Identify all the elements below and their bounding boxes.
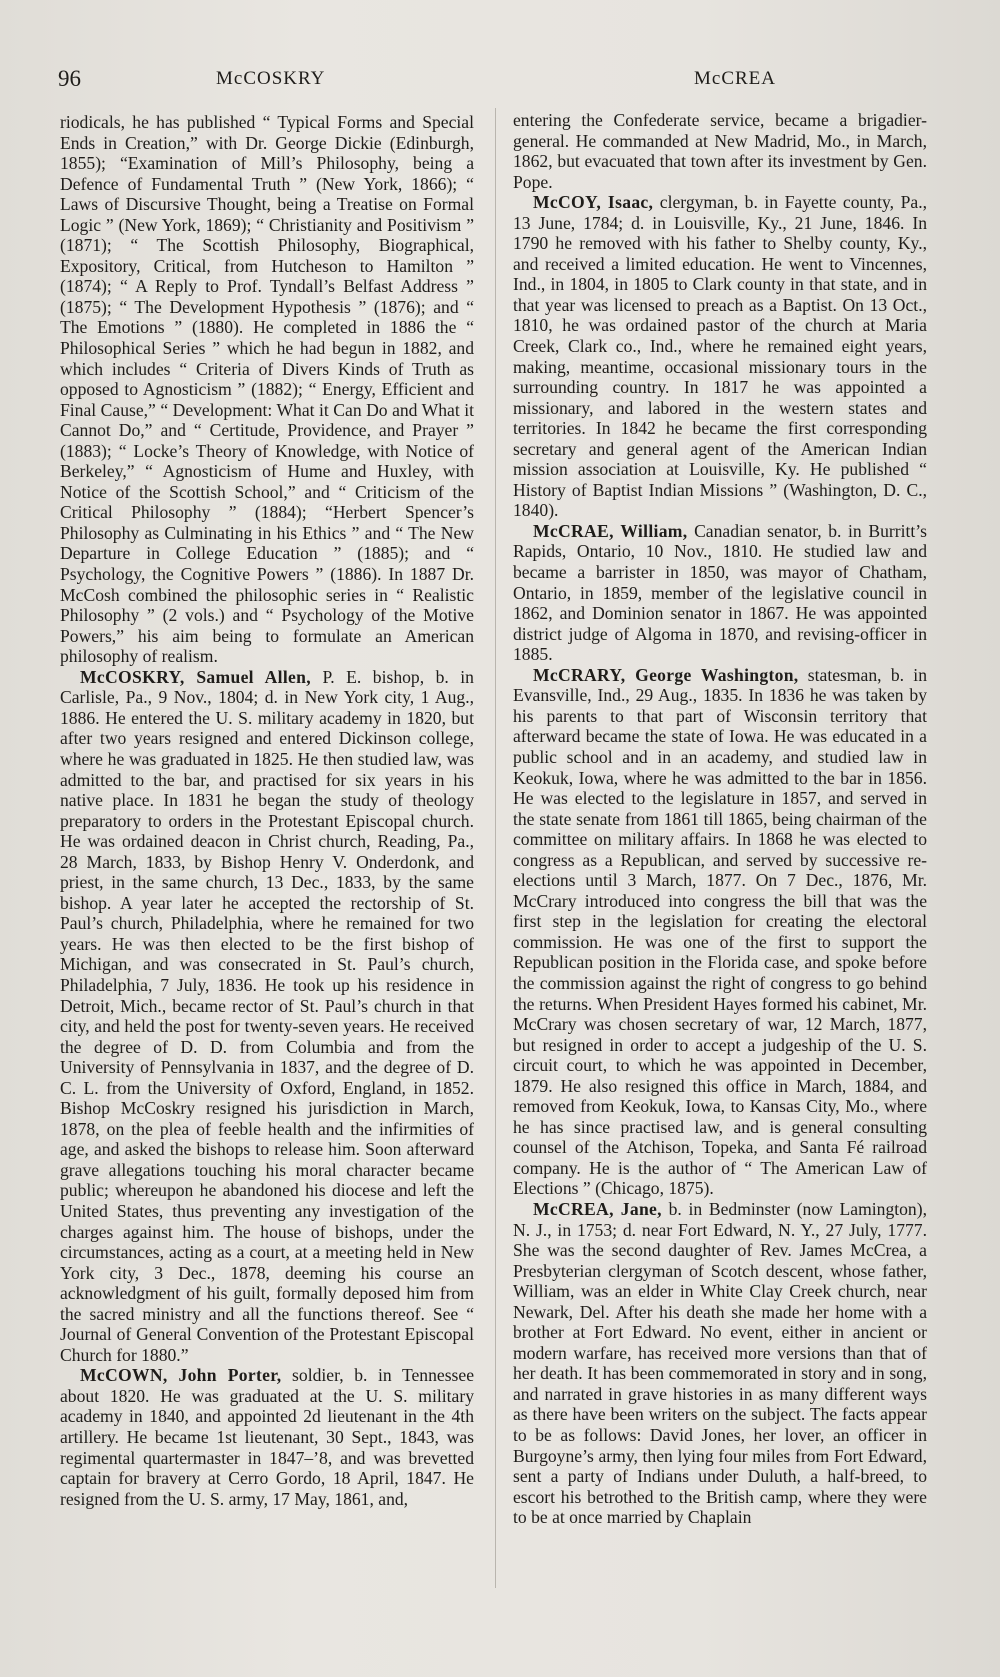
left-column [60,112,474,1509]
right-column [513,110,927,1528]
continued-paragraph: entering the Confederate service, became a brigadier-general. He commanded at New Madrid, Mo., in March, 1862, but evacuated that town after its investment by Gen. Pope. [513,110,927,192]
entry-mccoy [513,192,927,521]
entry-name: McCOY, Isaac, [533,192,654,213]
entry-text: Canadian senator, b. in Burritt’s Rapids, Ontario, 10 Nov., 1810. He studied law and became a barrister in 1850, was mayor of Chatham, Ontario, in 1859, member of the legislative council in 1862, and Dominion senator in 1867. He was appointed district judge of Algoma in 1870, and revising-officer in 1885. [513,520,927,665]
right-running-head: McCREA [694,68,776,89]
entry-text: soldier, b. in Tennessee about 1820. He was graduated at the U. S. military academy in 1840, and appointed 2d lieutenant in the 4th artillery. He became 1st lieutenant, 30 Sept., 1843, was regimental quartermaster in 1847–’8, and was brevetted captain for bravery at Cerro Gordo, 18 April, 1847. He resigned from the U. S. army, 17 May, 1861, and, [60,1365,475,1509]
entry-name: McCOWN, John Porter, [80,1365,282,1386]
entry-name: McCOSKRY, Samuel Allen, [80,666,311,687]
entry-text: b. in Bedminster (now Lamington), N. J., in 1753; d. near Fort Edward, N. Y., 27 July, 1777. She was the second daughter of Rev. James McCrea, a Presbyterian clergyman of Scotch descent, whose father, William, was an elder in White Clay Creek church, near Newark, Del. After his death she made her home with a brother at Fort Edward. No event, either in ancient or modern warfare, has received more versions than that of her death. It has been commemorated in story and in song, and narrated in grave histories in as many different ways as there have been writers on the subject. The facts appear to be as follows: David Jones, her lover, an officer in Burgoyne’s army, then lying four miles from Fort Edward, sent a party of Indians under Duluth, a half-breed, to escort his betrothed to the British camp, where they were to be at once married by Chaplain [513,1198,927,1528]
left-running-head: McCOSKRY [216,68,326,89]
continued-paragraph: riodicals, he has published “ Typical Forms and Special Ends in Creation,” with Dr. George Dickie (Edinburgh, 1855); “Examination of Mill’s Philosophy, being a Defence of Fundamental Truth ” (New York, 1866); “ Laws of Discursive Thought, being a Treatise on Formal Logic ” (New York, 1869); “ Christianity and Positivism ” (1871); “ The Scottish Philosophy, Biographical, Expository, Critical, from Hutcheson to Hamilton ” (1874); “ A Reply to Prof. Tyndall’s Belfast Address ” (1875); “ The Development Hypothesis ” (1876); and “ The Emotions ” (1880). He completed in 1886 the “ Philosophical Series ” which he had begun in 1882, and which includes “ Criteria of Divers Kinds of Truth as opposed to Agnosticism ” (1882); “ Energy, Efficient and Final Cause,” “ Development: What it Can Do and What it Cannot Do,” and “ Certitude, Providence, and Prayer ” (1883); “ Locke’s Theory of Knowledge, with Notice of Berkeley,” “ Agnosticism of Hume and Huxley, with Notice of the Scottish School,” and “ Criticism of the Critical Philosophy ” (1884); “Herbert Spencer’s Philosophy as Culminating in his Ethics ” and “ The New Departure in College Education ” (1885); and “ Psychology, the Cognitive Powers ” (1886). In 1887 Dr. McCosh combined the philosophic series in “ Realistic Philosophy ” (2 vols.) and “ Psychology of the Motive Powers,” his aim being to formulate an American philosophy of realism. [60,112,474,667]
entry-mccrea [513,1199,927,1528]
entry-mccrae [513,521,927,665]
entry-name: McCREA, Jane, [533,1198,662,1219]
entry-mccrary [513,665,927,1199]
entry-name: McCRARY, George Washington, [533,664,799,685]
page-number: 96 [58,66,81,91]
column-divider [495,108,496,1588]
entry-text: clergyman, b. in Fayette county, Pa., 13 June, 1784; d. in Louisville, Ky., 21 June, 1846. In 1790 he removed with his father to Shelby county, Ky., and received a limited education. He went to Vincennes, Ind., in 1804, in 1805 to Clark county in that state, and in that year was licensed to preach as a Baptist. On 13 Oct., 1810, he was ordained pastor of the church at Maria Creek, Clark co., Ind., where he remained eight years, making, meantime, occasional missionary tours in the surrounding country. In 1817 he was appointed a missionary, and labored in the western states and territories. In 1842 he became the first corresponding secretary and general agent of the American Indian mission association at Louisville, Ky. He published “ History of Baptist Indian Missions ” (Washington, D. C., 1840). [513,192,927,521]
entry-text: statesman, b. in Evansville, Ind., 29 Aug., 1835. In 1836 he was taken by his parents to that part of Wisconsin territory that afterward became the state of Iowa. He was educated in a public school and in an academy, and studied law in Keokuk, Iowa, where he was admitted to the bar in 1856. He was elected to the legislature in 1857, and served in the state senate from 1861 till 1865, being chairman of the committee on military affairs. In 1868 he was elected to congress as a Republican, and served by successive re-elections until 3 March, 1877. On 7 Dec., 1876, Mr. McCrary introduced into congress the bill that was the first step in the legislation for creating the electoral commission. He was one of the first to support the Republican position in the Florida case, and spoke before the commission against the right of congress to go behind the returns. When President Hayes formed his cabinet, Mr. McCrary was chosen secretary of war, 12 March, 1877, but resigned in order to accept a judgeship of the U. S. circuit court, to which he was appointed in December, 1879. He also resigned this office in March, 1884, and removed from Keokuk, Iowa, to Kansas City, Mo., where he has since practised law, and is general consulting counsel of the Atchison, Topeka, and Santa Fé railroad company. He is the author of “ The American Law of Elections ” (Chicago, 1875). [513,664,927,1199]
running-header [0,66,1000,96]
entry-name: McCRAE, William, [533,520,688,541]
entry-mccown [60,1365,474,1509]
entry-mccoskry [60,667,474,1366]
entry-text: P. E. bishop, b. in Carlisle, Pa., 9 Nov., 1804; d. in New York city, 1 Aug., 1886. He entered the U. S. military academy in 1820, but after two years resigned and entered Dickinson college, where he was graduated in 1825. He then studied law, was admitted to the bar, and practised for six years in his native place. In 1831 he began the study of theology preparatory to orders in the Protestant Episcopal church. He was ordained deacon in Christ church, Reading, Pa., 28 March, 1833, by Bishop Henry V. Onderdonk, and priest, in the same church, 13 Dec., 1833, by the same bishop. A year later he accepted the rectorship of St. Paul’s church, Philadelphia, where he remained for two years. He was then elected to be the first bishop of Michigan, and was consecrated in St. Paul’s church, Philadelphia, 7 July, 1836. He took up his residence in Detroit, Mich., became rector of St. Paul’s church in that city, and held the post for twenty-seven years. He received the degree of D. D. from Columbia and from the University of Pennsylvania in 1837, and the degree of D. C. L. from the University of Oxford, England, in 1852. Bishop McCoskry resigned his jurisdiction in March, 1878, on the plea of feeble health and the infirmities of age, and asked the bishops to release him. Soon afterward grave allegations touching his moral character became public; whereupon he abandoned his diocese and left the United States, thus preventing any investigation of the charges against him. The house of bishops, under the circumstances, acting as a court, at a meeting held in New York city, 3 Dec., 1878, deeming his course an acknowledgment of his guilt, formally deposed him from the sacred ministry and all the functions thereof. See “ Journal of General Convention of the Protestant Episcopal Church for 1880.” [60,666,474,1365]
